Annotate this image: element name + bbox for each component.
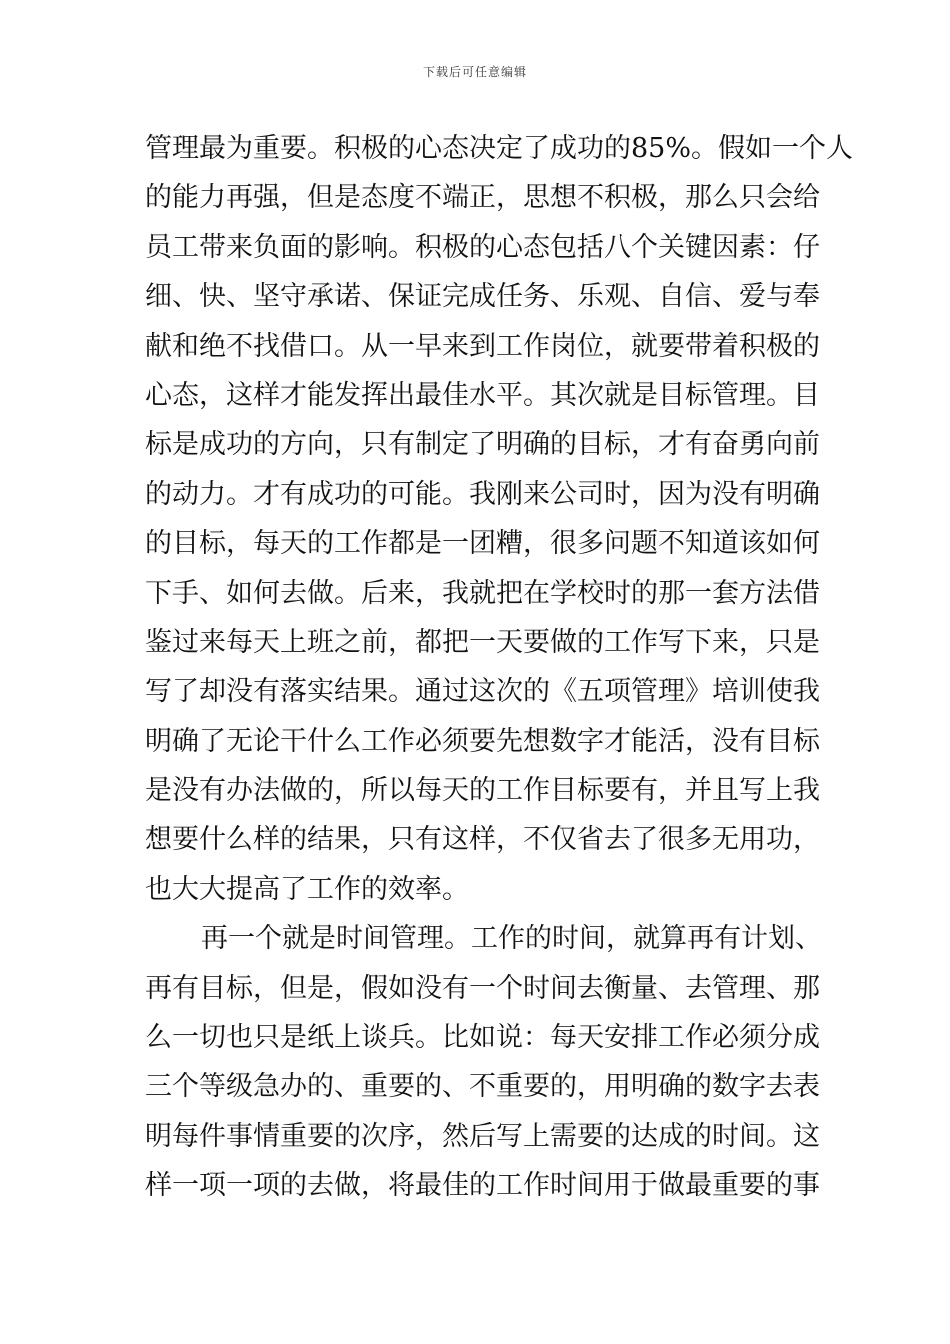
text-line: 三个等级急办的、重要的、不重要的，用明确的数字去表	[145, 1071, 820, 1103]
text-line: 么一切也只是纸上谈兵。比如说：每天安排工作必须分成	[145, 1022, 820, 1054]
text-line: 心态，这样才能发挥出最佳水平。其次就是目标管理。目	[145, 379, 820, 411]
text-line: 再有目标，但是，假如没有一个时间去衡量、去管理、那	[145, 972, 820, 1004]
page-header-note: 下载后可任意编辑	[422, 65, 527, 79]
text-line: 献和绝不找借口。从一早来到工作岗位，就要带着积极的	[145, 330, 820, 362]
text-line: 鉴过来每天上班之前，都把一天要做的工作写下来，只是	[145, 626, 820, 658]
text-line: 下手、如何去做。后来，我就把在学校时的那一套方法借	[145, 577, 820, 609]
text-line: 的动力。才有成功的可能。我刚来公司时，因为没有明确	[145, 478, 820, 510]
text-line: 明每件事情重要的次序，然后写上需要的达成的时间。这	[145, 1120, 820, 1152]
text-line: 管理最为重要。积极的心态决定了成功的85%。假如一个人	[145, 133, 854, 164]
text-line: 再一个就是时间管理。工作的时间，就算再有计划、	[201, 923, 822, 955]
text-line: 明确了无论干什么工作必须要先想数字才能活，没有目标	[145, 725, 820, 757]
text-line: 细、快、坚守承诺、保证完成任务、乐观、自信、爱与奉	[145, 281, 820, 313]
text-line: 也大大提高了工作的效率。	[145, 873, 469, 905]
text-line: 的能力再强，但是态度不端正，思想不积极，那么只会给	[145, 182, 820, 214]
paragraph-1	[145, 124, 854, 914]
text-line: 的目标，每天的工作都是一团糟，很多问题不知道该如何	[145, 528, 820, 560]
text-line: 写了却没有落实结果。通过这次的《五项管理》培训使我	[145, 676, 820, 708]
document-body	[145, 124, 854, 1211]
text-line: 是没有办法做的，所以每天的工作目标要有，并且写上我	[145, 775, 820, 807]
text-line: 想要什么样的结果，只有这样，不仅省去了很多无用功，	[145, 824, 820, 856]
text-line: 样一项一项的去做，将最佳的工作时间用于做最重要的事	[145, 1170, 820, 1202]
paragraph-2	[145, 914, 822, 1210]
text-line: 员工带来负面的影响。积极的心态包括八个关键因素：仔	[145, 231, 820, 263]
text-line: 标是成功的方向，只有制定了明确的目标，才有奋勇向前	[145, 429, 820, 461]
